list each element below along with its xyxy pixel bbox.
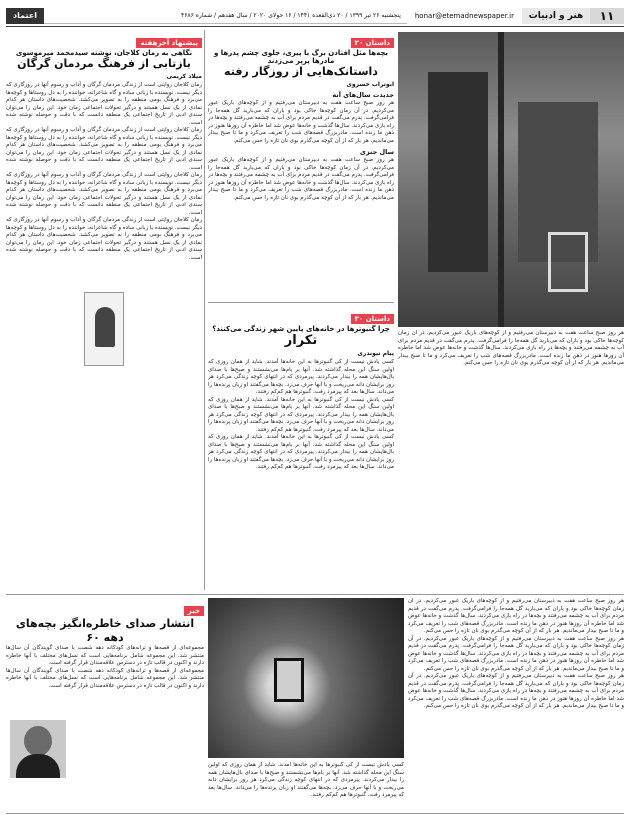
right-article-text-3: هر روز صبح ساعت هفت به دبیرستان می‌رفتیم و از کوچه‌های باریک عبور می‌کردیم. در آن زمان کوچه‌ها خاکی بود و باران که می‌بارید گل همه‌جا را فرامی‌گرفت. پدرم می‌گفت در قدیم مردم برای آب به چشمه می‌رفتند و بچه‌ها در راه بازی می‌کردند. سال‌ها گذشت و خانه‌ها عوض شد اما خاطره آن روزها هنوز در ذهن ما زنده است. مادربزرگ قصه‌های شب را تعریف می‌کرد و ما تا صبح بیدار می‌ماندیم. هر بار که از آن کوچه می‌گذرم بوی نان تازه را حس می‌کنم. [208,157,394,201]
left-article-byline: میلاد کریمی [166,73,202,80]
bottom-center-text [208,762,404,812]
bottom-right-columns [408,598,624,812]
lamp-photo [208,598,404,758]
issue-line: پنجشنبه ۲۶ تیر ۱۳۹۹ / ۲۰ ذی‌القعده ۱۴۴۱ / ۱۶ جولای ۲۰۲۰ / سال هفدهم / شماره ۴۶۸۶ [44,8,407,24]
portrait-head [24,726,52,756]
book-cover [84,292,124,366]
center-article-text-3: کسی یادش نیست از کی گنبوترها به این خانه‌ها آمدند. شاید از همان روزی که اولین سنگ این محله گذاشته شد. آنها بر بام‌ها می‌نشستند و صبح‌ها با صدای بال‌هایشان همه را بیدار می‌کردند. پیرمردی که در انتهای کوچه زندگی می‌کرد هر روز برایشان دانه می‌ریخت و با آنها حرف می‌زد. بچه‌ها می‌گفتند او زبان پرنده‌ها را می‌داند. سال‌ها بعد که پیرمرد رفت، گنبوترها هم کم‌کم رفتند. [208,434,394,470]
left-article-kicker: پیشنهاد آخرهفته [136,38,202,48]
bottom-news-text: مجموعه‌ای از قصه‌ها و ترانه‌های کودکانه دهه شصت با صدای گویندگان آن سال‌ها منتشر شد. این مجموعه شامل برنامه‌هایی است که نسل‌های مختلف با آنها خاطره دارند و اکنون در قالب تازه در دسترس علاقه‌مندان قرار گرفته است. [6,645,204,666]
street-photo [398,32,624,327]
right-article-body [398,330,624,592]
right-article-subhead-1: جدیدت سال‌های آنه [332,91,394,99]
center-article [208,306,394,594]
center-article-title: تکرار [284,333,318,348]
left-article-text-2: رمان کلاجان روایتی است از زندگی مردمان گرگان و آداب و رسوم آنها در روزگاری که دیگر نیست. نویسنده با زبانی ساده و گاه شاعرانه، خواننده را به دل روستاها و کوچه‌ها می‌برد و فرهنگ بومی منطقه را به تصویر می‌کشد. شخصیت‌های داستان هر کدام نمادی از یک نسل هستند و درگیر تحولات اجتماعی زمان خود. این رمان را می‌توان سندی ادبی از تاریخ اجتماعی یک منطقه دانست که با دقت و حوصله نوشته شده است. [6,127,202,171]
right-article-title: داستانک‌هایی از روزگار رفته [224,65,378,78]
bottom-right-text-3: هر روز صبح ساعت هفت به دبیرستان می‌رفتیم و از کوچه‌های باریک عبور می‌کردیم. در آن زمان کوچه‌ها خاکی بود و باران که می‌بارید گل همه‌جا را فرامی‌گرفت. پدرم می‌گفت در قدیم مردم برای آب به چشمه می‌رفتند و بچه‌ها در راه بازی می‌کردند. سال‌ها گذشت و خانه‌ها عوض شد اما خاطره آن روزها هنوز در ذهن ما زنده است. مادربزرگ قصه‌های شب را تعریف می‌کرد و ما تا صبح بیدار می‌ماندیم. هر بار که از آن کوچه می‌گذرم بوی نان تازه را حس می‌کنم. [408,673,624,709]
bottom-news-kicker: خبر [184,606,204,616]
bottom-right-text-2: هر روز صبح ساعت هفت به دبیرستان می‌رفتیم و از کوچه‌های باریک عبور می‌کردیم. در آن زمان کوچه‌ها خاکی بود و باران که می‌بارید گل همه‌جا را فرامی‌گرفت. پدرم می‌گفت در قدیم مردم برای آب به چشمه می‌رفتند و بچه‌ها در راه بازی می‌کردند. سال‌ها گذشت و خانه‌ها عوض شد اما خاطره آن روزها هنوز در ذهن ما زنده است. مادربزرگ قصه‌های شب را تعریف می‌کرد و ما تا صبح بیدار می‌ماندیم. هر بار که از آن کوچه می‌گذرم بوی نان تازه را حس می‌کنم. [408,635,624,672]
left-article-text-3: رمان کلاجان روایتی است از زندگی مردمان گرگان و آداب و رسوم آنها در روزگاری که دیگر نیست. نویسنده با زبانی ساده و گاه شاعرانه، خواننده را به دل روستاها و کوچه‌ها می‌برد و فرهنگ بومی منطقه را به تصویر می‌کشد. شخصیت‌های داستان هر کدام نمادی از یک نسل هستند و درگیر تحولات اجتماعی زمان خود. این رمان را می‌توان سندی ادبی از تاریخ اجتماعی یک منطقه دانست که با دقت و حوصله نوشته شده است. [6,172,202,216]
bottom-news-text-2: مجموعه‌ای از قصه‌ها و ترانه‌های کودکانه دهه شصت با صدای گویندگان آن سال‌ها منتشر شد. این مجموعه شامل برنامه‌هایی است که نسل‌های مختلف با آنها خاطره دارند و اکنون در قالب تازه در دسترس علاقه‌مندان قرار گرفته است. [6,667,204,689]
bottom-news-title: انتشار صدای خاطره‌انگیز بچه‌های دهه ۶۰ [15,617,195,644]
page-bottom-rule [6,813,624,814]
center-article-text-2: کسی یادش نیست از کی گنبوترها به این خانه‌ها آمدند. شاید از همان روزی که اولین سنگ این محله گذاشته شد. آنها بر بام‌ها می‌نشستند و صبح‌ها با صدای بال‌هایشان همه را بیدار می‌کردند. پیرمردی که در انتهای کوچه زندگی می‌کرد هر روز برایشان دانه می‌ریخت و با آنها حرف می‌زد. بچه‌ها می‌گفتند او زبان پرنده‌ها را می‌داند. سال‌ها بعد که پیرمرد رفت، گنبوترها هم کم‌کم رفتند. [208,396,394,433]
right-article-subhead-2: سال جنزی [359,148,394,156]
photo-chair [548,232,588,292]
left-article-supertitle: نگاهی به رمان کلاجان، نوشته سیدمحمد میرموسوی [15,49,193,57]
masthead [6,8,624,24]
photo-post [498,32,504,327]
book-figure [95,307,115,347]
right-article [208,30,394,300]
header-rule [6,26,624,27]
center-article-supertitle: چرا گنبوترها در خانه‌های پایین شهر زندگی می‌کنند؟ [212,325,390,333]
section-title: هنر و ادبیات [522,8,590,24]
left-article-text-4: رمان کلاجان روایتی است از زندگی مردمان گرگان و آداب و رسوم آنها در روزگاری که دیگر نیست. نویسنده با زبانی ساده و گاه شاعرانه، خواننده را به دل روستاها و کوچه‌ها می‌برد و فرهنگ بومی منطقه را به تصویر می‌کشد. شخصیت‌های داستان هر کدام نمادی از یک نسل هستند و درگیر تحولات اجتماعی زمان خود. این رمان را می‌توان سندی ادبی از تاریخ اجتماعی یک منطقه دانست که با دقت و حوصله نوشته شده است. [6,217,202,261]
right-article-byline: ابوتراب خسروی [346,81,394,88]
photo-lamp [274,658,304,702]
center-article-text: کسی یادش نیست از کی گنبوترها به این خانه‌ها آمدند. شاید از همان روزی که اولین سنگ این محله گذاشته شد. آنها بر بام‌ها می‌نشستند و صبح‌ها با صدای بال‌هایشان همه را بیدار می‌کردند. پیرمردی که در انتهای کوچه زندگی می‌کرد هر روز برایشان دانه می‌ریخت و با آنها حرف می‌زد. بچه‌ها می‌گفتند او زبان پرنده‌ها را می‌داند. سال‌ها بعد که پیرمرد رفت، گنبوترها هم کم‌کم رفتند. [208,359,394,395]
right-article-supertitle: بچه‌ها مثل افتادن برگ با پیری، جلوی چشم پدرها و مادرها پرپر می‌زدند [213,49,389,65]
right-article-text: هر روز صبح ساعت هفت به دبیرستان می‌رفتیم و از کوچه‌های باریک عبور می‌کردیم. در آن زمان کوچه‌ها خاکی بود و باران که می‌بارید گل همه‌جا را فرامی‌گرفت. پدرم می‌گفت در قدیم مردم برای آب به چشمه می‌رفتند و بچه‌ها در راه بازی می‌کردند. سال‌ها گذشت و خانه‌ها عوض شد اما خاطره آن روزها هنوز در ذهن ما زنده است. مادربزرگ قصه‌های شب را تعریف می‌کرد و ما تا صبح بیدار می‌ماندیم. هر بار که از آن کوچه می‌گذرم بوی نان تازه را حس می‌کنم. [398,330,624,366]
left-article-title: بازتابی از فرهنگ مردمان گرگان [17,57,191,70]
portrait-body [16,754,60,778]
left-article-text: رمان کلاجان روایتی است از زندگی مردمان گرگان و آداب و رسوم آنها در روزگاری که دیگر نیست. نویسنده با زبانی ساده و گاه شاعرانه، خواننده را به دل روستاها و کوچه‌ها می‌برد و فرهنگ بومی منطقه را به تصویر می‌کشد. شخصیت‌های داستان هر کدام نمادی از یک نسل هستند و درگیر تحولات اجتماعی زمان خود. این رمان را می‌توان سندی ادبی از تاریخ اجتماعی یک منطقه دانست که با دقت و حوصله نوشته شده است. [6,82,202,126]
portrait-photo [10,720,66,778]
center-article-byline: پیام نیوندری [357,350,394,357]
right-article-kicker: داستان ۳۰ [351,38,394,48]
right-article-text-2: هر روز صبح ساعت هفت به دبیرستان می‌رفتیم و از کوچه‌های باریک عبور می‌کردیم. در آن زمان کوچه‌ها خاکی بود و باران که می‌بارید گل همه‌جا را فرامی‌گرفت. پدرم می‌گفت در قدیم مردم برای آب به چشمه می‌رفتند و بچه‌ها در راه بازی می‌کردند. سال‌ها گذشت و خانه‌ها عوض شد اما خاطره آن روزها هنوز در ذهن ما زنده است. مادربزرگ قصه‌های شب را تعریف می‌کرد و ما تا صبح بیدار می‌ماندیم. هر بار که از آن کوچه می‌گذرم بوی نان تازه را حس می‌کنم. [208,100,394,144]
bottom-news [6,598,204,812]
newspaper-logo: اعتماد [6,8,44,24]
bottom-center-paragraph: کسی یادش نیست از کی گنبوترها به این خانه‌ها آمدند. شاید از همان روزی که اولین سنگ این محله گذاشته شد. آنها بر بام‌ها می‌نشستند و صبح‌ها با صدای بال‌هایشان همه را بیدار می‌کردند. پیرمردی که در انتهای کوچه زندگی می‌کرد هر روز برایشان دانه می‌ریخت و با آنها حرف می‌زد. بچه‌ها می‌گفتند او زبان پرنده‌ها را می‌داند. سال‌ها بعد که پیرمرد رفت، گنبوترها هم کم‌کم رفتند. [208,762,404,798]
page-number: ۱۱ [590,8,624,24]
photo-door [428,72,488,272]
bottom-right-text: هر روز صبح ساعت هفت به دبیرستان می‌رفتیم و از کوچه‌های باریک عبور می‌کردیم. در آن زمان کوچه‌ها خاکی بود و باران که می‌بارید گل همه‌جا را فرامی‌گرفت. پدرم می‌گفت در قدیم مردم برای آب به چشمه می‌رفتند و بچه‌ها در راه بازی می‌کردند. سال‌ها گذشت و خانه‌ها عوض شد اما خاطره آن روزها هنوز در ذهن ما زنده است. مادربزرگ قصه‌های شب را تعریف می‌کرد و ما تا صبح بیدار می‌ماندیم. هر بار که از آن کوچه می‌گذرم بوی نان تازه را حس می‌کنم. [408,598,624,634]
section-email: honar@etemadnewspaper.ir [414,12,514,20]
center-article-kicker: داستان ۳۰ [351,314,394,324]
